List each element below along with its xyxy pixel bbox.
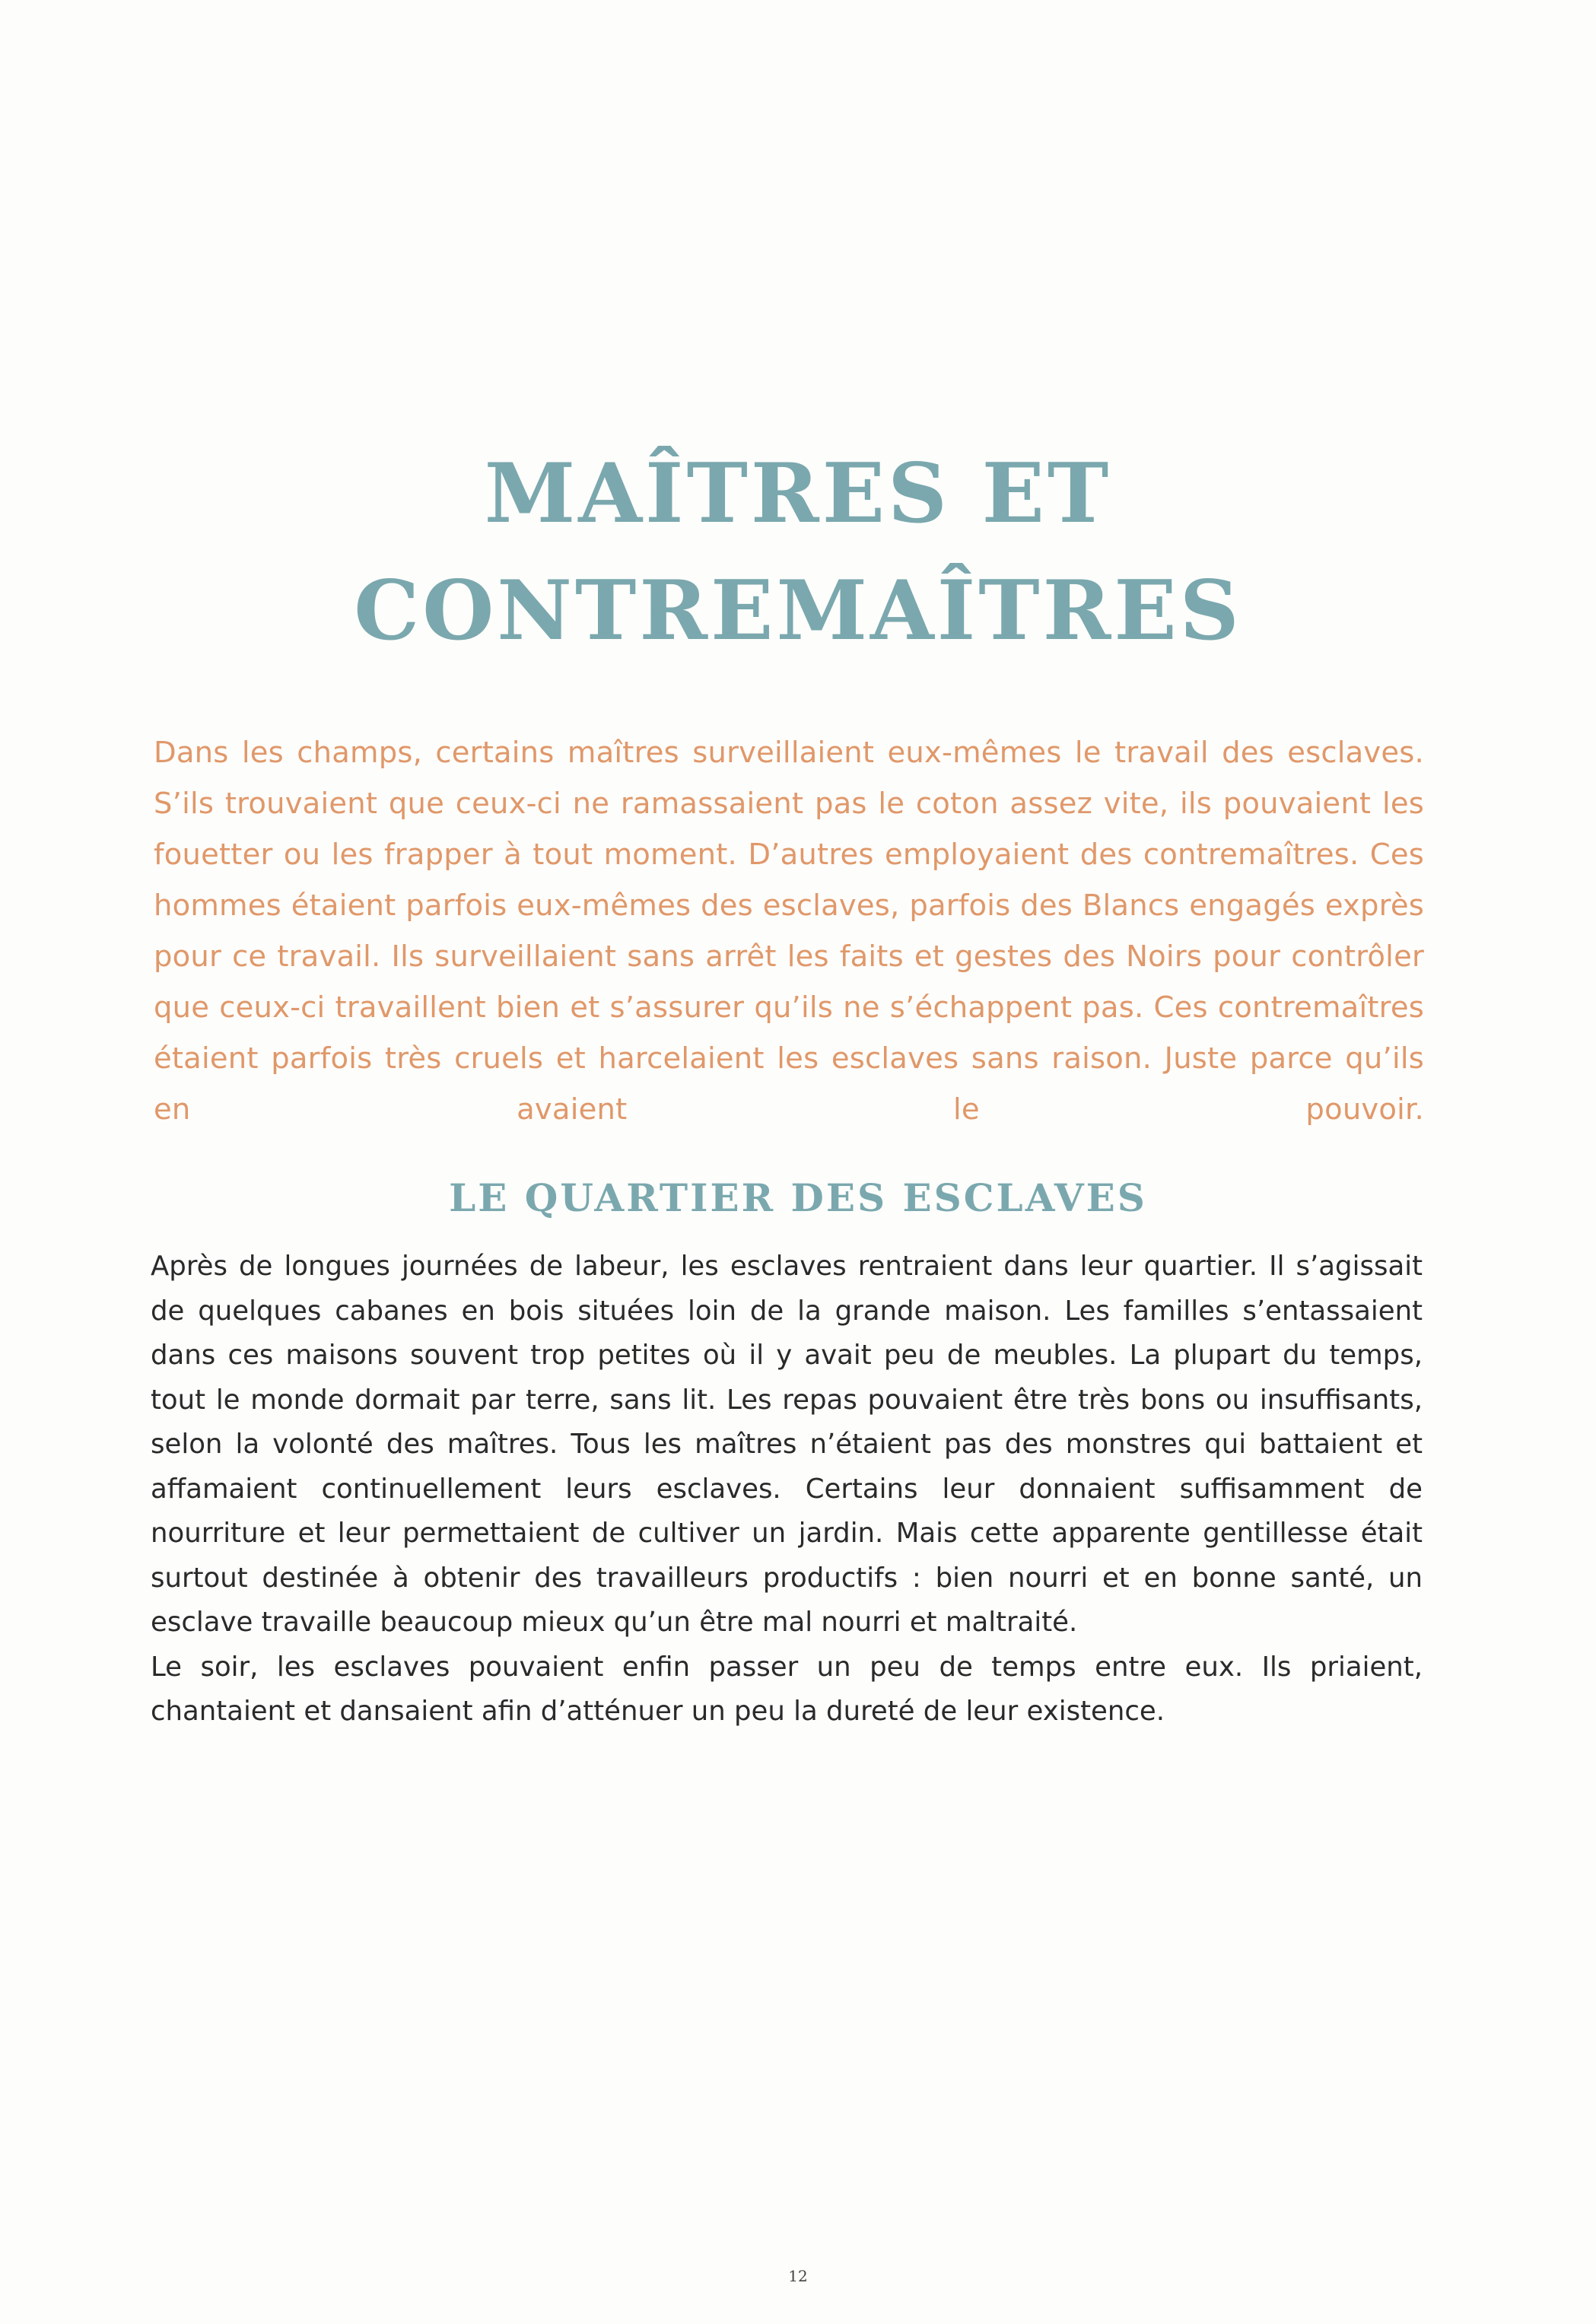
intro-paragraph: Dans les champs, certains maîtres surveillaient eux-mêmes le travail des esclaves. S’ils trouvaient que ceux-ci ne ramassaient pas le coton assez vite, ils pouvaient les fouetter ou les frapper à tout moment. D’autres employaient des contremaîtres. Ces hommes étaient parfois eux-mêmes des esclaves, parfois des Blancs engagés exprès pour ce travail. Ils surveillaient sans arrêt les faits et gestes des Noirs pour contrôler que ceux-ci travaillent bien et s’assurer qu’ils ne s’échappent pas. Ces contremaîtres étaient parfois très cruels et harcelaient les esclaves sans raison. Juste parce qu’ils en avaient le pouvoir. (154, 736, 1424, 1127)
page-title (0, 435, 1596, 669)
section-heading: LE QUARTIER DES ESCLAVES (449, 1175, 1147, 1220)
section-body (151, 1245, 1423, 1734)
body-paragraph-1: Après de longues journées de labeur, les esclaves rentraient dans leur quartier. Il s’agissait de quelques cabanes en bois situées loin de la grande maison. Les familles s’entassaient dans ces maisons souvent trop petites où il y avait peu de meubles. La plupart du temps, tout le monde dormait par terre, sans lit. Les repas pouvaient être très bons ou insuffisants, selon la volonté des maîtres. Tous les maîtres n’étaient pas des monstres qui battaient et affamaient continuellement leurs esclaves. Certains leur donnaient suffisamment de nourriture et leur permettaient de cultiver un jardin. Mais cette apparente gentillesse était surtout destinée à obtenir des travailleurs productifs : bien nourri et en bonne santé, un esclave travaille beaucoup mieux qu’un être mal nourri et maltraité. (151, 1251, 1423, 1638)
body-paragraph-2: Le soir, les esclaves pouvaient enfin passer un peu de temps entre eux. Ils priaient, chantaient et dansaient afin d’atténuer un peu la dureté de leur existence. (151, 1651, 1423, 1727)
page-title-line-1: MAÎTRES ET (484, 446, 1112, 542)
page-title-line-2: CONTREMAÎTRES (354, 563, 1242, 659)
page-number: 12 (788, 2267, 808, 2285)
